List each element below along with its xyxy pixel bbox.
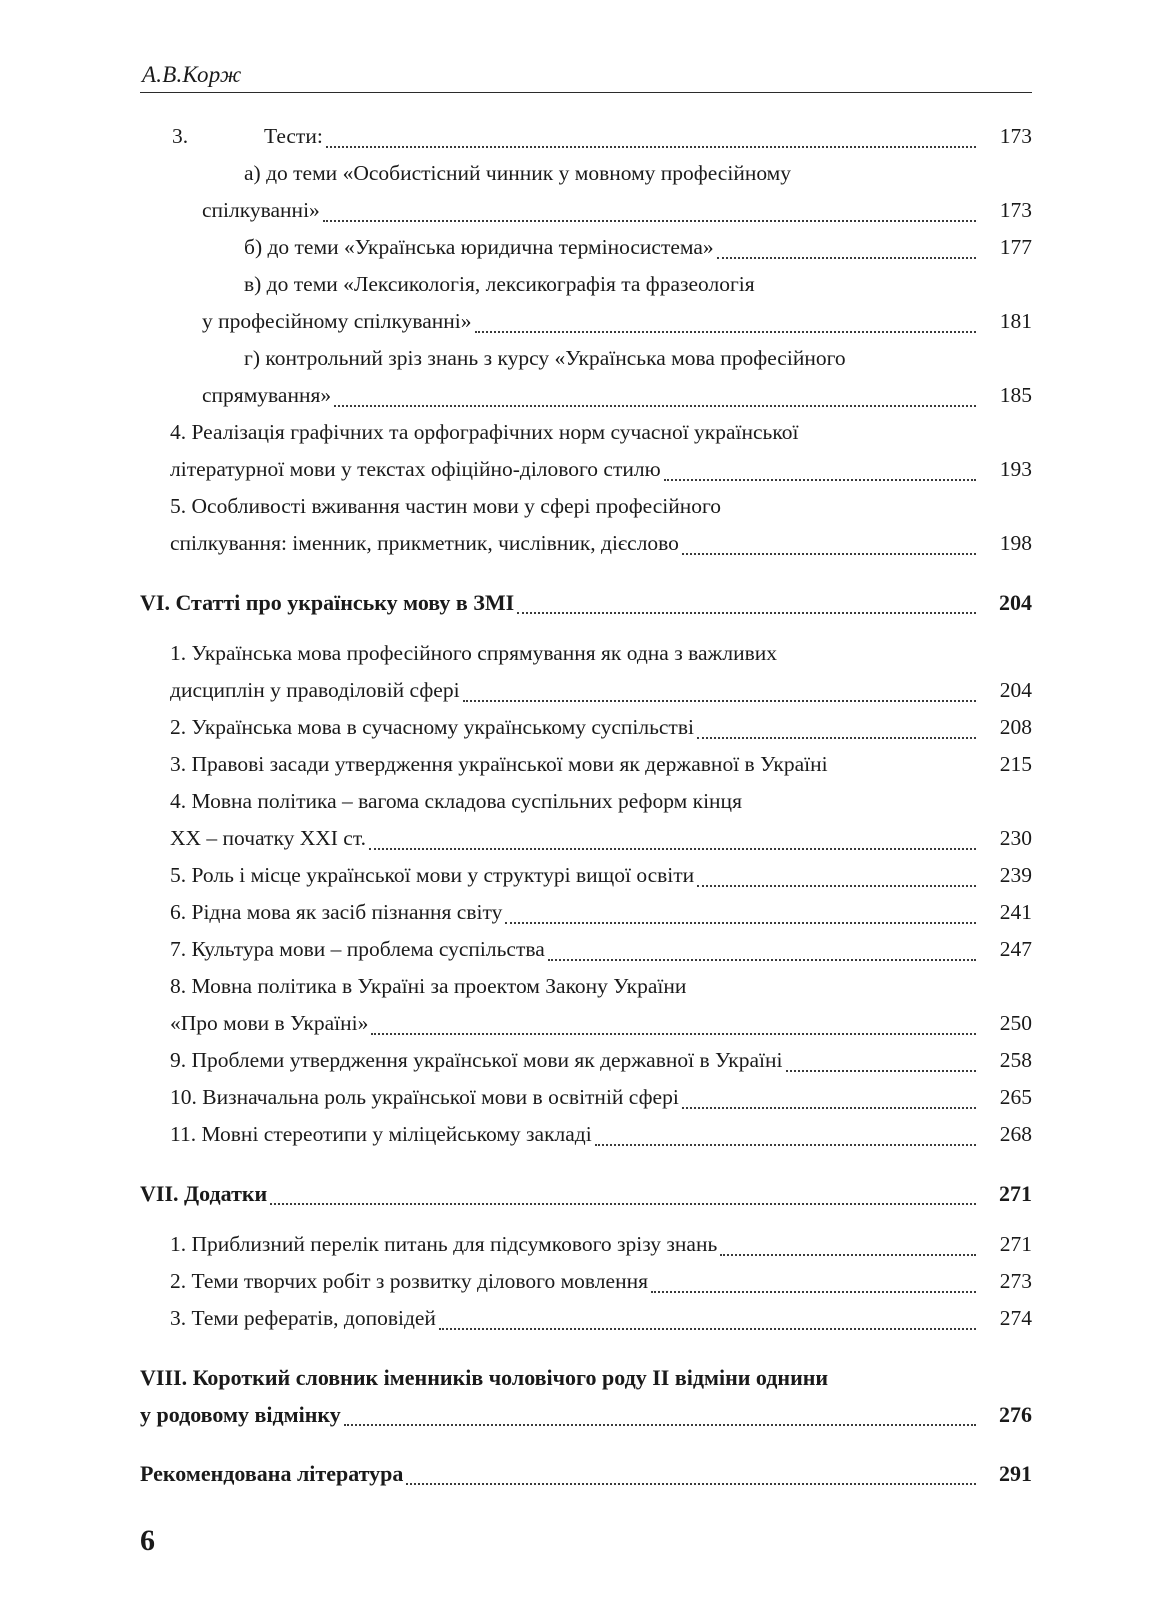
toc-entry[interactable] — [140, 783, 1032, 820]
toc-entry-label: 10. Визначальна роль української мови в освітній сфері — [170, 1085, 679, 1109]
toc-entry[interactable] — [140, 672, 1032, 709]
toc-leader-dots — [439, 1327, 976, 1330]
toc-entry[interactable] — [140, 525, 1032, 562]
toc-entry[interactable] — [140, 266, 1032, 303]
toc-entry-label: спрямування» — [202, 383, 332, 407]
toc-entry-label: спілкуванні» — [202, 198, 320, 222]
toc-leader-dots — [344, 1423, 976, 1426]
toc-entry[interactable] — [140, 746, 1032, 783]
toc-leader-dots — [831, 775, 976, 776]
toc-entry-label: 4. Реалізація графічних та орфографічних норм сучасної української — [170, 420, 799, 444]
toc-section-heading[interactable] — [140, 1455, 1032, 1492]
toc-entry[interactable] — [140, 1042, 1032, 1079]
toc-entry[interactable] — [140, 118, 1032, 155]
toc-entry-page: 247 — [999, 937, 1032, 961]
toc-entry[interactable] — [140, 968, 1032, 1005]
toc-entry-label: 5. Особливості вживання частин мови у сфері професійного — [170, 494, 722, 518]
toc-entry-label: 6. Рідна мова як засіб пізнання світу — [170, 900, 503, 924]
toc-entry-label: 3. Правові засади утвердження української мови як державної в Україні — [170, 752, 828, 776]
toc-leader-dots — [517, 611, 976, 614]
toc-entry-label: 3. Теми рефератів, доповідей — [170, 1306, 436, 1330]
toc-entry-label: спілкування: іменник, прикметник, числівник, дієслово — [170, 531, 679, 555]
toc-entry-number: 3. — [172, 124, 189, 148]
toc-entry-page: 268 — [999, 1122, 1032, 1146]
toc-entry-page: 173 — [999, 198, 1032, 222]
toc-section-title: Рекомендована література — [140, 1461, 404, 1486]
toc-entry[interactable] — [140, 1116, 1032, 1153]
toc-section-title: VII. Додатки — [140, 1181, 268, 1206]
toc-leader-dots — [786, 1069, 977, 1072]
header-divider — [140, 92, 1032, 93]
page-number: 6 — [140, 1524, 155, 1557]
toc-entry-label: Тести: — [264, 124, 323, 148]
toc-entry[interactable] — [140, 229, 1032, 266]
toc-entry-page: 208 — [999, 715, 1032, 739]
toc-entry-label: 1. Приблизний перелік питань для підсумкового зрізу знань — [170, 1232, 718, 1256]
toc-entry-label: 11. Мовні стереотипи у міліцейському закладі — [170, 1122, 592, 1146]
toc-leader-dots — [371, 1032, 976, 1035]
toc-entry-page: 273 — [999, 1269, 1032, 1293]
toc-leader-dots — [682, 1106, 976, 1109]
toc-entry-page: 265 — [999, 1085, 1032, 1109]
toc-entry[interactable] — [140, 451, 1032, 488]
toc-leader-dots — [270, 1202, 976, 1205]
toc-entry[interactable] — [140, 303, 1032, 340]
toc-entry[interactable] — [140, 931, 1032, 968]
toc-section-heading[interactable] — [140, 1359, 1032, 1396]
toc-entry-page: 204 — [999, 678, 1032, 702]
toc-leader-dots — [651, 1290, 976, 1293]
toc-entry-page: 241 — [999, 900, 1032, 924]
toc-leader-dots — [664, 478, 976, 481]
toc-leader-dots — [463, 699, 976, 702]
toc-leader-dots — [697, 736, 976, 739]
toc-entry-label: XX – початку XXI ст. — [170, 826, 366, 850]
header-author: А.В.Корж — [142, 62, 242, 87]
toc-entry[interactable] — [140, 488, 1032, 525]
toc-leader-dots — [406, 1482, 976, 1485]
toc-leader-dots — [548, 958, 976, 961]
toc-section-title: VIII. Короткий словник іменників чоловічого роду II відміни однини — [140, 1365, 829, 1390]
toc-entry[interactable] — [140, 340, 1032, 377]
toc-entry-page: 271 — [999, 1232, 1032, 1256]
toc-entry-label: 9. Проблеми утвердження української мови як державної в Україні — [170, 1048, 783, 1072]
toc-entry-page: 198 — [999, 531, 1032, 555]
toc-entry[interactable] — [140, 709, 1032, 746]
toc-leader-dots — [595, 1143, 976, 1146]
toc-entry-label: 8. Мовна політика в Україні за проектом Закону України — [170, 974, 687, 998]
toc-leader-dots — [326, 145, 976, 148]
toc-entry-label: у професійному спілкуванні» — [202, 309, 472, 333]
toc-section-heading[interactable] — [140, 1396, 1032, 1433]
toc-section-heading[interactable] — [140, 584, 1032, 621]
toc-section-heading[interactable] — [140, 1175, 1032, 1212]
page-header — [140, 62, 1032, 93]
toc-entry-label: 2. Українська мова в сучасному українському суспільстві — [170, 715, 694, 739]
toc-entry[interactable] — [140, 635, 1032, 672]
toc-entry-label: дисциплін у праводіловій сфері — [170, 678, 460, 702]
toc-entry[interactable] — [140, 1263, 1032, 1300]
toc-entry-page: 177 — [999, 235, 1032, 259]
toc-entry-page: 181 — [999, 309, 1032, 333]
toc-entry-label: 2. Теми творчих робіт з розвитку ділового мовлення — [170, 1269, 648, 1293]
toc-entry-label: 4. Мовна політика – вагома складова суспільних реформ кінця — [170, 789, 742, 813]
toc-entry-label: 7. Культура мови – проблема суспільства — [170, 937, 545, 961]
toc-entry-page: 274 — [999, 1306, 1032, 1330]
toc-entry-label: 1. Українська мова професійного спрямування як одна з важливих — [170, 641, 777, 665]
toc-entry[interactable] — [140, 1226, 1032, 1263]
toc-entry[interactable] — [140, 1300, 1032, 1337]
toc-leader-dots — [334, 404, 976, 407]
toc-entry[interactable] — [140, 155, 1032, 192]
toc-leader-dots — [697, 884, 976, 887]
toc-entry[interactable] — [140, 894, 1032, 931]
toc-entry-page: 185 — [999, 383, 1032, 407]
table-of-contents — [140, 118, 1032, 1492]
toc-entry-page: 204 — [999, 590, 1032, 615]
toc-entry[interactable] — [140, 192, 1032, 229]
toc-leader-dots — [475, 330, 976, 333]
toc-entry[interactable] — [140, 414, 1032, 451]
toc-leader-dots — [505, 921, 976, 924]
toc-entry-page: 239 — [999, 863, 1032, 887]
toc-entry[interactable] — [140, 1005, 1032, 1042]
toc-entry[interactable] — [140, 820, 1032, 857]
toc-section-title: у родовому відмінку — [140, 1402, 341, 1427]
toc-entry-label: літературної мови у текстах офіційно-ділового стилю — [170, 457, 661, 481]
toc-entry-page: 271 — [999, 1181, 1032, 1206]
toc-entry-page: 215 — [999, 752, 1032, 776]
toc-leader-dots — [369, 847, 976, 850]
toc-entry-label: 5. Роль і місце української мови у структурі вищої освіти — [170, 863, 695, 887]
toc-entry-label: «Про мови в Україні» — [170, 1011, 369, 1035]
toc-entry-label: а) до теми «Особистісний чинник у мовному професійному — [244, 161, 792, 185]
toc-entry-label: г) контрольний зріз знань з курсу «Українська мова професійного — [244, 346, 846, 370]
toc-entry[interactable] — [140, 1079, 1032, 1116]
toc-entry[interactable] — [140, 377, 1032, 414]
toc-leader-dots — [323, 219, 976, 222]
toc-entry-page: 291 — [999, 1461, 1032, 1486]
toc-entry-label: б) до теми «Українська юридична терміносистема» — [244, 235, 714, 259]
toc-entry-page: 173 — [999, 124, 1032, 148]
toc-section-title: VI. Статті про українську мову в ЗМІ — [140, 590, 515, 615]
toc-entry-label: в) до теми «Лексикологія, лексикографія та фразеологія — [244, 272, 755, 296]
toc-entry-page: 193 — [999, 457, 1032, 481]
toc-leader-dots — [682, 552, 976, 555]
toc-entry-page: 250 — [999, 1011, 1032, 1035]
toc-entry[interactable] — [140, 857, 1032, 894]
toc-leader-dots — [720, 1253, 976, 1256]
toc-entry-page: 258 — [999, 1048, 1032, 1072]
toc-leader-dots — [717, 256, 976, 259]
toc-entry-page: 230 — [999, 826, 1032, 850]
toc-entry-page: 276 — [999, 1402, 1032, 1427]
